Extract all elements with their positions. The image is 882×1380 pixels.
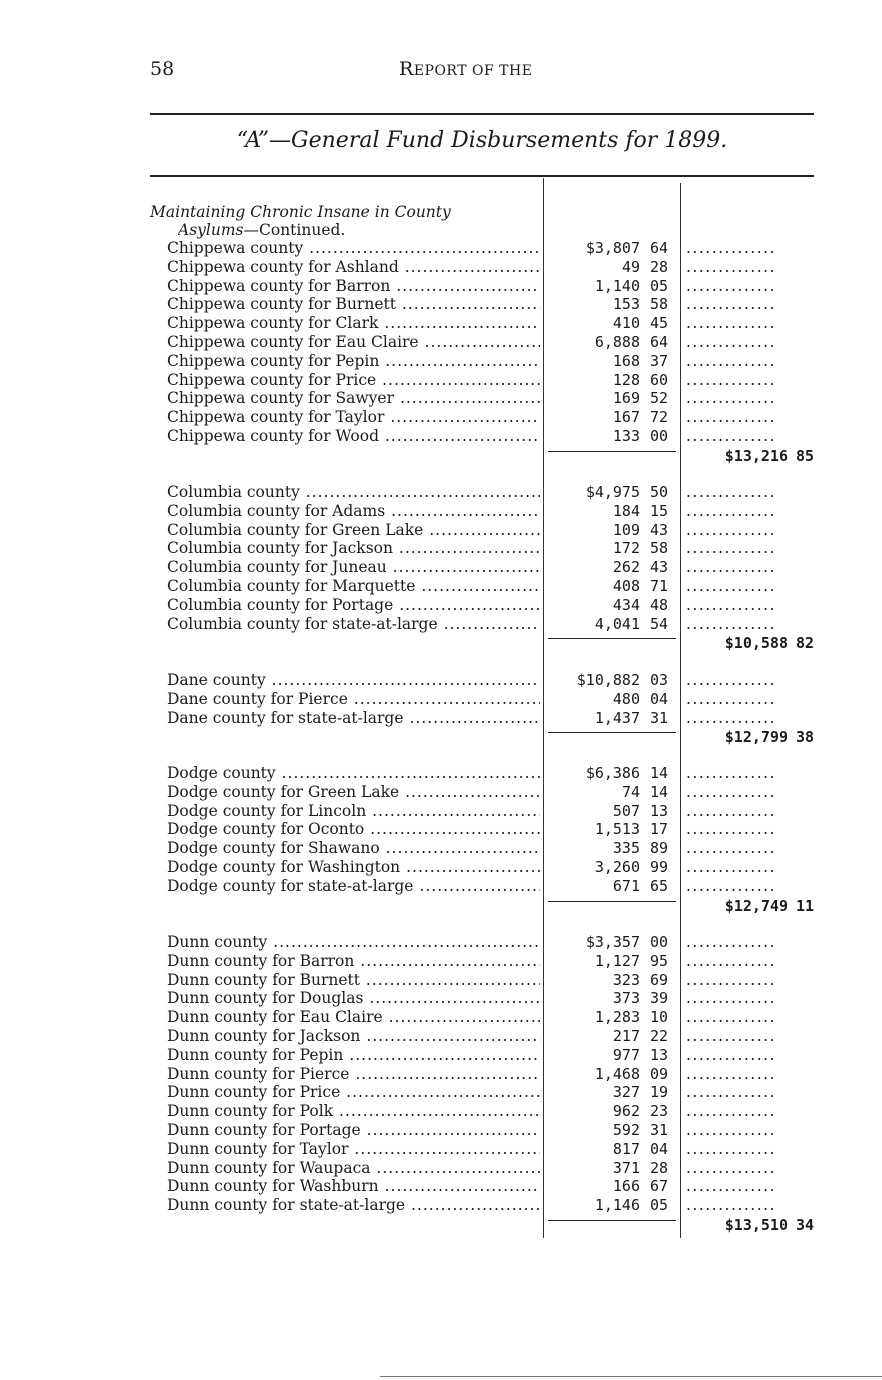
- row-amount-dollars: 168: [612, 351, 640, 370]
- total-column-leader: ..............: [686, 1121, 776, 1139]
- row-label: Dunn county for Burnett .....: [167, 971, 540, 990]
- page-number: 58: [150, 58, 175, 80]
- row-amount: [548, 820, 668, 839]
- group-total: [690, 897, 814, 916]
- running-head-initial: R: [399, 58, 414, 80]
- row-amount: [548, 277, 668, 296]
- row-amount: [548, 783, 668, 802]
- total-column-leader: ..............: [686, 257, 776, 276]
- row-label: Chippewa county for Pepin .....: [167, 352, 540, 371]
- row-label: Dunn county for Portage .....: [167, 1121, 540, 1140]
- row-amount: [548, 1065, 668, 1084]
- row-amount: [548, 389, 668, 408]
- bottom-rule: [380, 1376, 882, 1377]
- row-label: Dodge county for Oconto .....: [167, 820, 540, 839]
- row-label: Columbia county for Juneau .....: [167, 558, 540, 577]
- group-total: [690, 1216, 814, 1235]
- row-amount-dollars: 172: [612, 539, 640, 558]
- row-amount-cents: 03: [649, 671, 668, 689]
- row-amount-cents: 54: [649, 614, 668, 633]
- row-amount: [548, 427, 668, 446]
- row-amount-dollars: 166: [612, 1177, 640, 1196]
- row-label: Dunn county for Barron .....: [167, 952, 540, 971]
- row-amount: [548, 352, 668, 371]
- row-label: Dunn county for Pepin .....: [167, 1046, 540, 1065]
- row-amount-dollars: 217: [612, 1027, 640, 1045]
- row-amount: [548, 1102, 668, 1121]
- total-column-leader: ..............: [686, 671, 776, 689]
- total-column-leader: ..............: [686, 1158, 776, 1177]
- row-label: Columbia county for Green Lake .....: [167, 521, 540, 540]
- row-label: Dodge county .....: [167, 764, 540, 783]
- row-amount: [548, 239, 668, 258]
- row-amount: [548, 1046, 668, 1065]
- total-column-leader: ..............: [686, 614, 776, 633]
- row-label: Dunn county for Douglas .....: [167, 989, 540, 1008]
- subtotal-rule: [548, 451, 676, 452]
- row-label: Chippewa county for Barron .....: [167, 277, 540, 296]
- total-column-leader: ..............: [686, 1027, 776, 1045]
- row-label: Dunn county for Jackson .....: [167, 1027, 540, 1046]
- row-amount-dollars: 1,513: [594, 820, 640, 839]
- total-column-leader: ..............: [686, 351, 776, 370]
- subtotal-rule: [548, 901, 676, 902]
- row-amount-cents: 48: [649, 595, 668, 614]
- row-amount-dollars: $10,882: [576, 671, 640, 689]
- table-title: “A”—General Fund Disbursements for 1899.: [236, 128, 728, 153]
- group-total-cents: 34: [795, 1216, 814, 1234]
- total-column-leader: ..............: [686, 577, 776, 595]
- top-rule: [150, 113, 814, 115]
- group-total-cents: 82: [795, 634, 814, 653]
- row-amount: [548, 1140, 668, 1159]
- row-amount-dollars: 1,437: [594, 708, 640, 727]
- group-total: [690, 447, 814, 466]
- total-column-leader: ..............: [686, 370, 776, 389]
- row-amount-cents: 64: [649, 239, 668, 257]
- total-column-leader: ..............: [686, 933, 776, 951]
- row-label: Chippewa county for Wood .....: [167, 427, 540, 446]
- total-column-leader: ..............: [686, 558, 776, 577]
- row-label: Dunn county for Waupaca .....: [167, 1159, 540, 1178]
- row-amount: [548, 709, 668, 728]
- row-amount-cents: 43: [649, 558, 668, 577]
- row-amount-dollars: 153: [612, 295, 640, 314]
- total-column-leader: ..............: [686, 858, 776, 876]
- row-amount-cents: 04: [649, 689, 668, 708]
- total-column-leader: ..............: [686, 1139, 776, 1158]
- total-column-leader: ..............: [686, 427, 776, 445]
- row-amount: [548, 971, 668, 990]
- row-amount-cents: 13: [649, 801, 668, 820]
- row-amount-cents: 52: [649, 389, 668, 408]
- group-total-dollars: $12,749: [724, 896, 788, 915]
- row-amount-dollars: 962: [612, 1102, 640, 1121]
- row-label: Dunn county for Taylor .....: [167, 1140, 540, 1159]
- running-head: [399, 58, 532, 80]
- total-column-leader: ..............: [686, 801, 776, 820]
- row-amount-dollars: 434: [612, 595, 640, 614]
- row-amount-dollars: 262: [612, 558, 640, 577]
- total-column-leader: ..............: [686, 1196, 776, 1215]
- total-column-leader: ..............: [686, 951, 776, 970]
- row-amount-cents: 65: [649, 876, 668, 895]
- row-amount-cents: 05: [649, 276, 668, 295]
- total-column-leader: ..............: [686, 483, 776, 501]
- row-amount-cents: 95: [649, 951, 668, 970]
- row-amount-cents: 05: [649, 1196, 668, 1215]
- group-total-cents: 85: [795, 446, 814, 465]
- group-total-dollars: $10,588: [724, 634, 788, 653]
- group-total: [690, 634, 814, 653]
- row-amount-cents: 00: [649, 427, 668, 445]
- row-amount: [548, 539, 668, 558]
- row-label: Columbia county for Jackson .....: [167, 539, 540, 558]
- row-amount-dollars: 169: [612, 389, 640, 408]
- row-amount-cents: 14: [649, 782, 668, 801]
- column-divider-left: [543, 178, 544, 1238]
- row-amount-dollars: 371: [612, 1158, 640, 1177]
- row-amount: [548, 408, 668, 427]
- row-amount: [548, 295, 668, 314]
- section-heading-line2: [178, 221, 551, 240]
- row-label: Chippewa county .....: [167, 239, 540, 258]
- group-total: [690, 728, 814, 747]
- row-amount-cents: 13: [649, 1045, 668, 1064]
- row-amount: [548, 596, 668, 615]
- row-amount: [548, 333, 668, 352]
- row-amount-cents: 14: [649, 764, 668, 782]
- total-column-leader: ..............: [686, 839, 776, 858]
- total-column-leader: ..............: [686, 539, 776, 558]
- row-amount: [548, 764, 668, 783]
- row-amount-dollars: 167: [612, 408, 640, 427]
- row-label: Dodge county for Lincoln .....: [167, 802, 540, 821]
- group-total-dollars: $13,510: [724, 1216, 788, 1234]
- row-amount-cents: 04: [649, 1139, 668, 1158]
- row-amount-cents: 67: [649, 1177, 668, 1196]
- row-label: Dunn county for Price .....: [167, 1083, 540, 1102]
- row-label: Chippewa county for Sawyer .....: [167, 389, 540, 408]
- row-amount-dollars: 128: [612, 370, 640, 389]
- row-amount-cents: 43: [649, 520, 668, 539]
- group-total-dollars: $12,799: [724, 728, 788, 747]
- row-amount-cents: 71: [649, 577, 668, 595]
- row-amount-dollars: 74: [621, 782, 640, 801]
- row-amount-dollars: 1,140: [594, 276, 640, 295]
- row-amount: [548, 839, 668, 858]
- row-amount-dollars: 410: [612, 314, 640, 333]
- group-total-cents: 38: [795, 728, 814, 747]
- group-total-cents: 11: [795, 896, 814, 915]
- row-amount: [548, 1159, 668, 1178]
- row-amount: [548, 577, 668, 596]
- row-amount-dollars: 327: [612, 1083, 640, 1102]
- total-column-leader: ..............: [686, 764, 776, 782]
- total-column-leader: ..............: [686, 876, 776, 895]
- row-label: Dunn county for Eau Claire .....: [167, 1008, 540, 1027]
- row-amount-cents: 99: [649, 858, 668, 876]
- total-column-leader: ..............: [686, 239, 776, 257]
- total-column-leader: ..............: [686, 408, 776, 427]
- section-heading-asylums: Asylums: [178, 221, 244, 239]
- total-column-leader: ..............: [686, 501, 776, 520]
- row-label: Dane county for Pierce .....: [167, 690, 540, 709]
- row-amount-cents: 19: [649, 1083, 668, 1102]
- row-label: Dunn county for Polk .....: [167, 1102, 540, 1121]
- row-amount: [548, 671, 668, 690]
- row-label: Dunn county for Washburn .....: [167, 1177, 540, 1196]
- row-amount-dollars: 507: [612, 801, 640, 820]
- running-head-rest: EPORT OF THE: [413, 63, 533, 79]
- row-amount-dollars: 4,041: [594, 614, 640, 633]
- row-amount-dollars: $3,357: [585, 933, 640, 951]
- row-amount-dollars: 671: [612, 876, 640, 895]
- row-amount-dollars: 373: [612, 989, 640, 1008]
- subtotal-rule: [548, 732, 676, 733]
- row-amount: [548, 802, 668, 821]
- total-column-leader: ..............: [686, 389, 776, 408]
- row-amount-dollars: 1,127: [594, 951, 640, 970]
- row-label: Dunn county for Pierce .....: [167, 1065, 540, 1084]
- row-amount-cents: 09: [649, 1064, 668, 1083]
- row-label: Dodge county for Washington .....: [167, 858, 540, 877]
- total-column-leader: ..............: [686, 782, 776, 801]
- total-column-leader: ..............: [686, 1064, 776, 1083]
- total-column-leader: ..............: [686, 333, 776, 351]
- row-amount-dollars: 977: [612, 1045, 640, 1064]
- row-amount-cents: 17: [649, 820, 668, 839]
- row-amount-cents: 58: [649, 539, 668, 558]
- total-column-leader: ..............: [686, 708, 776, 727]
- row-label: Dodge county for Shawano .....: [167, 839, 540, 858]
- row-amount: [548, 1177, 668, 1196]
- row-amount-dollars: 133: [612, 427, 640, 445]
- row-amount-dollars: 49: [621, 257, 640, 276]
- row-amount: [548, 483, 668, 502]
- row-amount-dollars: $6,386: [585, 764, 640, 782]
- total-column-leader: ..............: [686, 1045, 776, 1064]
- row-amount-cents: 23: [649, 1102, 668, 1121]
- row-amount: [548, 615, 668, 634]
- row-label: Dane county for state-at-large .....: [167, 709, 540, 728]
- section-heading-continued: —Continued.: [243, 221, 346, 239]
- row-label: Columbia county .....: [167, 483, 540, 502]
- total-column-leader: ..............: [686, 1008, 776, 1027]
- row-amount-dollars: 1,146: [594, 1196, 640, 1215]
- row-amount-cents: 72: [649, 408, 668, 427]
- row-amount: [548, 933, 668, 952]
- row-amount: [548, 371, 668, 390]
- row-amount-cents: 58: [649, 295, 668, 314]
- row-amount: [548, 502, 668, 521]
- row-amount-cents: 31: [649, 708, 668, 727]
- row-amount-cents: 89: [649, 839, 668, 858]
- row-amount-dollars: 323: [612, 970, 640, 989]
- row-amount: [548, 558, 668, 577]
- row-label: Chippewa county for Price .....: [167, 371, 540, 390]
- row-amount: [548, 1083, 668, 1102]
- row-amount-cents: 60: [649, 370, 668, 389]
- total-column-leader: ..............: [686, 276, 776, 295]
- row-amount-dollars: 3,260: [594, 858, 640, 876]
- total-column-leader: ..............: [686, 314, 776, 333]
- row-label: Columbia county for Adams .....: [167, 502, 540, 521]
- row-amount-dollars: 184: [612, 501, 640, 520]
- row-amount-dollars: 109: [612, 520, 640, 539]
- group-total-dollars: $13,216: [724, 446, 788, 465]
- row-amount: [548, 858, 668, 877]
- row-amount: [548, 521, 668, 540]
- row-amount: [548, 1008, 668, 1027]
- row-amount-dollars: 592: [612, 1121, 640, 1139]
- row-amount-cents: 69: [649, 970, 668, 989]
- row-amount: [548, 989, 668, 1008]
- column-divider-right: [680, 183, 681, 1238]
- total-column-leader: ..............: [686, 1177, 776, 1196]
- total-column-leader: ..............: [686, 989, 776, 1008]
- row-amount: [548, 314, 668, 333]
- row-amount: [548, 952, 668, 971]
- row-amount-cents: 45: [649, 314, 668, 333]
- row-label: Chippewa county for Clark .....: [167, 314, 540, 333]
- total-column-leader: ..............: [686, 970, 776, 989]
- row-amount-dollars: 817: [612, 1139, 640, 1158]
- header-rule: [150, 175, 814, 177]
- row-amount: [548, 258, 668, 277]
- row-label: Dane county .....: [167, 671, 540, 690]
- row-amount: [548, 1121, 668, 1140]
- total-column-leader: ..............: [686, 689, 776, 708]
- subtotal-rule: [548, 638, 676, 639]
- row-label: Chippewa county for Eau Claire .....: [167, 333, 540, 352]
- row-label: Columbia county for Portage .....: [167, 596, 540, 615]
- row-label: Columbia county for state-at-large .....: [167, 615, 540, 634]
- row-amount-dollars: 6,888: [594, 333, 640, 351]
- row-amount-cents: 31: [649, 1121, 668, 1139]
- row-amount-dollars: 480: [612, 689, 640, 708]
- row-amount-cents: 22: [649, 1027, 668, 1045]
- total-column-leader: ..............: [686, 1102, 776, 1121]
- row-amount-dollars: $4,975: [585, 483, 640, 501]
- row-amount-dollars: $3,807: [585, 239, 640, 257]
- row-amount-dollars: 1,468: [594, 1064, 640, 1083]
- row-amount-cents: 50: [649, 483, 668, 501]
- total-column-leader: ..............: [686, 820, 776, 839]
- total-column-leader: ..............: [686, 1083, 776, 1102]
- row-amount-cents: 10: [649, 1008, 668, 1027]
- row-label: Columbia county for Marquette .....: [167, 577, 540, 596]
- row-amount-cents: 00: [649, 933, 668, 951]
- subtotal-rule: [548, 1220, 676, 1221]
- row-amount-cents: 28: [649, 1158, 668, 1177]
- row-amount: [548, 1027, 668, 1046]
- total-column-leader: ..............: [686, 595, 776, 614]
- row-label: Chippewa county for Ashland .....: [167, 258, 540, 277]
- row-amount-cents: 37: [649, 351, 668, 370]
- row-amount-cents: 15: [649, 501, 668, 520]
- row-amount-dollars: 408: [612, 577, 640, 595]
- row-label: Dodge county for state-at-large .....: [167, 877, 540, 896]
- row-amount-dollars: 1,283: [594, 1008, 640, 1027]
- section-heading-line1: Maintaining Chronic Insane in County: [150, 203, 451, 221]
- row-label: Chippewa county for Taylor .....: [167, 408, 540, 427]
- total-column-leader: ..............: [686, 295, 776, 314]
- row-amount-cents: 39: [649, 989, 668, 1008]
- row-amount: [548, 877, 668, 896]
- total-column-leader: ..............: [686, 520, 776, 539]
- row-label: Dunn county .....: [167, 933, 540, 952]
- row-amount-cents: 64: [649, 333, 668, 351]
- row-amount: [548, 1196, 668, 1215]
- row-amount-cents: 28: [649, 257, 668, 276]
- row-label: Chippewa county for Burnett .....: [167, 295, 540, 314]
- row-label: Dunn county for state-at-large .....: [167, 1196, 540, 1215]
- row-label: Dodge county for Green Lake .....: [167, 783, 540, 802]
- row-amount: [548, 690, 668, 709]
- row-amount-dollars: 335: [612, 839, 640, 858]
